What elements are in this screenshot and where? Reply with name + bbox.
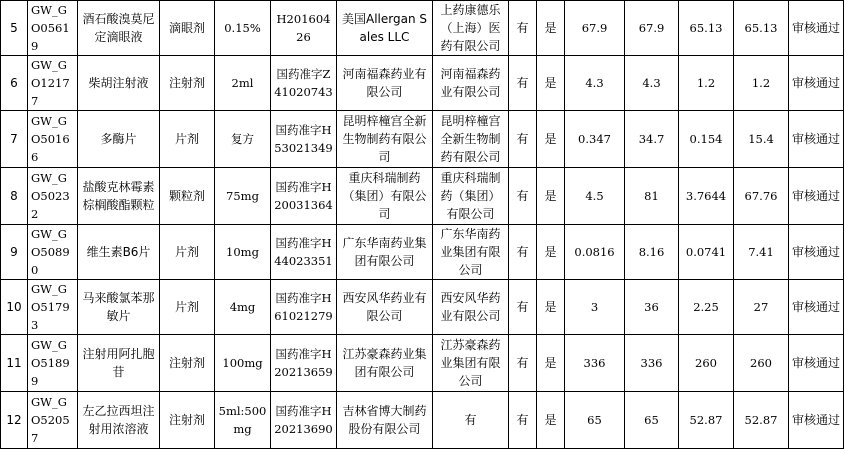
table-row [1, 1, 844, 56]
price-cell: 1.2 [734, 56, 789, 111]
price-cell: 27 [734, 280, 789, 335]
price-cell: 0.0816 [565, 225, 625, 280]
specification-cell: 复方 [215, 111, 271, 168]
manufacturer-cell: 昆明梓橦宫全新生物制药有限公司 [337, 111, 433, 168]
price-cell: 36 [625, 280, 679, 335]
manufacturer-cell: 江苏豪森药业集团有限公司 [337, 335, 433, 392]
table-row [1, 225, 844, 280]
price-cell: 67.76 [734, 168, 789, 225]
flag-cell: 是 [537, 280, 565, 335]
review-status-cell: 审核通过 [789, 1, 844, 56]
price-cell: 65 [625, 392, 679, 449]
dosage-form-cell: 注射剂 [160, 392, 215, 449]
specification-cell: 0.15% [215, 1, 271, 56]
applicant-cell: 江苏豪森药业集团有限公司 [433, 335, 509, 392]
applicant-cell: 上药康德乐（上海）医药有限公司 [433, 1, 509, 56]
row-number-cell: 11 [1, 335, 28, 392]
manufacturer-cell: 河南福森药业有限公司 [337, 56, 433, 111]
flag-cell: 有 [509, 168, 537, 225]
price-cell: 81 [625, 168, 679, 225]
drug-name-cell: 马来酸氯苯那敏片 [78, 280, 160, 335]
applicant-cell: 昆明梓橦宫全新生物制药有限公司 [433, 111, 509, 168]
price-cell: 67.9 [565, 1, 625, 56]
drug-code-cell: GW_GO50232 [28, 168, 78, 225]
price-cell: 65.13 [679, 1, 734, 56]
price-cell: 34.7 [625, 111, 679, 168]
drug-name-cell: 左乙拉西坦注射用浓溶液 [78, 392, 160, 449]
drug-name-cell: 多酶片 [78, 111, 160, 168]
row-number-cell: 5 [1, 1, 28, 56]
flag-cell: 有 [509, 335, 537, 392]
applicant-cell: 河南福森药业有限公司 [433, 56, 509, 111]
price-cell: 4.3 [565, 56, 625, 111]
price-cell: 52.87 [679, 392, 734, 449]
drug-code-cell: GW_GO50166 [28, 111, 78, 168]
approval-number-cell: 国药准字H44023351 [271, 225, 337, 280]
specification-cell: 4mg [215, 280, 271, 335]
price-cell: 3.7644 [679, 168, 734, 225]
table-row [1, 280, 844, 335]
approval-number-cell: 国药准字H20213659 [271, 335, 337, 392]
price-cell: 2.25 [679, 280, 734, 335]
flag-cell: 有 [509, 111, 537, 168]
review-status-cell: 审核通过 [789, 392, 844, 449]
table-body [1, 1, 844, 449]
drug-code-cell: GW_GO52057 [28, 392, 78, 449]
dosage-form-cell: 片剂 [160, 111, 215, 168]
table-row [1, 168, 844, 225]
manufacturer-cell: 重庆科瑞制药（集团）有限公司 [337, 168, 433, 225]
flag-cell: 是 [537, 111, 565, 168]
drug-code-cell: GW_GO12177 [28, 56, 78, 111]
row-number-cell: 9 [1, 225, 28, 280]
dosage-form-cell: 片剂 [160, 225, 215, 280]
table-row [1, 56, 844, 111]
approval-number-cell: 国药准字H53021349 [271, 111, 337, 168]
price-cell: 52.87 [734, 392, 789, 449]
price-cell: 3 [565, 280, 625, 335]
specification-cell: 100mg [215, 335, 271, 392]
price-cell: 0.154 [679, 111, 734, 168]
table-row [1, 111, 844, 168]
drug-code-cell: GW_GO51899 [28, 335, 78, 392]
dosage-form-cell: 片剂 [160, 280, 215, 335]
dosage-form-cell: 注射剂 [160, 56, 215, 111]
approval-number-cell: 国药准字H20031364 [271, 168, 337, 225]
specification-cell: 75mg [215, 168, 271, 225]
review-status-cell: 审核通过 [789, 168, 844, 225]
dosage-form-cell: 注射剂 [160, 335, 215, 392]
flag-cell: 是 [537, 168, 565, 225]
table-row [1, 335, 844, 392]
price-cell: 4.5 [565, 168, 625, 225]
price-cell: 1.2 [679, 56, 734, 111]
row-number-cell: 10 [1, 280, 28, 335]
applicant-cell: 西安风华药业有限公司 [433, 280, 509, 335]
flag-cell: 有 [509, 392, 537, 449]
approval-number-cell: 国药准字H20213690 [271, 392, 337, 449]
drug-code-cell: GW_GO50890 [28, 225, 78, 280]
manufacturer-cell: 西安风华药业有限公司 [337, 280, 433, 335]
price-cell: 4.3 [625, 56, 679, 111]
drug-name-cell: 注射用阿扎胞苷 [78, 335, 160, 392]
flag-cell: 有 [509, 56, 537, 111]
review-status-cell: 审核通过 [789, 225, 844, 280]
price-cell: 7.41 [734, 225, 789, 280]
flag-cell: 是 [537, 225, 565, 280]
manufacturer-cell: 美国Allergan Sales LLC [337, 1, 433, 56]
drug-name-cell: 柴胡注射液 [78, 56, 160, 111]
applicant-cell: 重庆科瑞制药（集团）有限公司 [433, 168, 509, 225]
row-number-cell: 12 [1, 392, 28, 449]
drug-name-cell: 盐酸克林霉素棕榈酸酯颗粒 [78, 168, 160, 225]
price-cell: 65.13 [734, 1, 789, 56]
flag-cell: 有 [509, 280, 537, 335]
specification-cell: 2ml [215, 56, 271, 111]
price-cell: 65 [565, 392, 625, 449]
specification-cell: 5ml:500mg [215, 392, 271, 449]
dosage-form-cell: 滴眼剂 [160, 1, 215, 56]
specification-cell: 10mg [215, 225, 271, 280]
price-cell: 8.16 [625, 225, 679, 280]
price-cell: 336 [625, 335, 679, 392]
flag-cell: 是 [537, 1, 565, 56]
flag-cell: 是 [537, 56, 565, 111]
applicant-cell: 广东华南药业集团有限公司 [433, 225, 509, 280]
review-status-cell: 审核通过 [789, 335, 844, 392]
flag-cell: 有 [509, 225, 537, 280]
approval-number-cell: H20160426 [271, 1, 337, 56]
price-cell: 67.9 [625, 1, 679, 56]
review-status-cell: 审核通过 [789, 280, 844, 335]
manufacturer-cell: 广东华南药业集团有限公司 [337, 225, 433, 280]
flag-cell: 是 [537, 335, 565, 392]
drug-code-cell: GW_GO05619 [28, 1, 78, 56]
price-cell: 336 [565, 335, 625, 392]
price-cell: 260 [679, 335, 734, 392]
flag-cell: 有 [509, 1, 537, 56]
row-number-cell: 7 [1, 111, 28, 168]
row-number-cell: 6 [1, 56, 28, 111]
drug-code-cell: GW_GO51793 [28, 280, 78, 335]
drug-name-cell: 维生素B6片 [78, 225, 160, 280]
table-row [1, 392, 844, 449]
review-status-cell: 审核通过 [789, 56, 844, 111]
flag-cell: 是 [537, 392, 565, 449]
approval-number-cell: 国药准字H61021279 [271, 280, 337, 335]
row-number-cell: 8 [1, 168, 28, 225]
approval-number-cell: 国药准字Z41020743 [271, 56, 337, 111]
manufacturer-cell: 吉林省博大制药股份有限公司 [337, 392, 433, 449]
review-status-cell: 审核通过 [789, 111, 844, 168]
price-cell: 0.347 [565, 111, 625, 168]
price-cell: 260 [734, 335, 789, 392]
dosage-form-cell: 颗粒剂 [160, 168, 215, 225]
drug-name-cell: 酒石酸溴莫尼定滴眼液 [78, 1, 160, 56]
price-cell: 0.0741 [679, 225, 734, 280]
price-cell: 15.4 [734, 111, 789, 168]
applicant-cell: 有 [433, 392, 509, 449]
